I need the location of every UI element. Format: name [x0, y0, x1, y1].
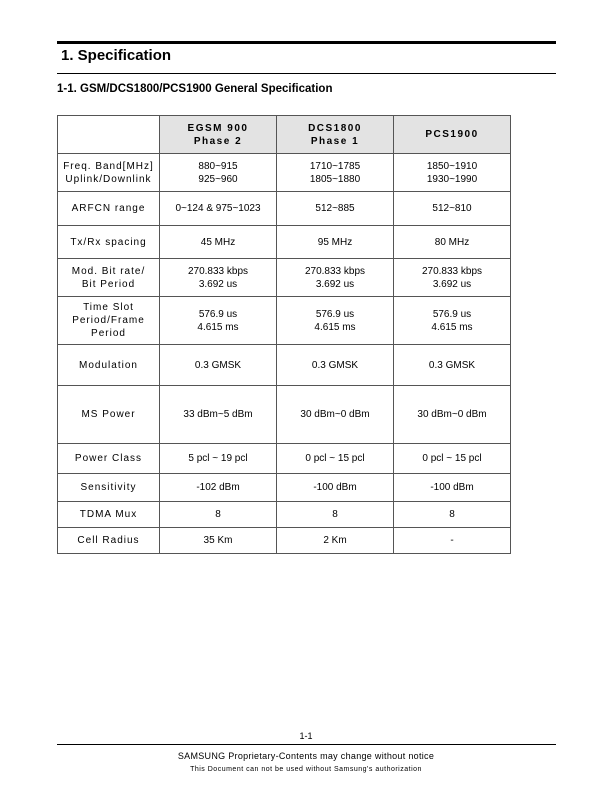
table-row [58, 474, 511, 502]
cell-value: 0.3 GMSK [394, 345, 511, 386]
cell-value: 35 Km [160, 528, 277, 554]
cell-value: 2 Km [277, 528, 394, 554]
cell-value: 95 MHz [277, 226, 394, 259]
cell-value: 270.833 kbps 3.692 us [394, 259, 511, 297]
section-title: 1. Specification [61, 47, 172, 64]
cell-value: - [394, 528, 511, 554]
table-row [58, 259, 511, 297]
row-label: Time Slot Period/Frame Period [58, 297, 160, 345]
page-number: 1-1 [299, 731, 313, 741]
cell-value: 0 pcl ~ 15 pcl [277, 444, 394, 474]
table-row [58, 528, 511, 554]
header-dcs1800: DCS1800 Phase 1 [277, 116, 394, 154]
cell-value: -102 dBm [160, 474, 277, 502]
cell-value: 1710~1785 1805~1880 [277, 154, 394, 192]
cell-value: -100 dBm [394, 474, 511, 502]
table-row [58, 386, 511, 444]
cell-value: 0 pcl ~ 15 pcl [394, 444, 511, 474]
table-row [58, 154, 511, 192]
row-label: Power Class [58, 444, 160, 474]
row-label: MS Power [58, 386, 160, 444]
table-row [58, 444, 511, 474]
row-label: Tx/Rx spacing [58, 226, 160, 259]
header-corner [58, 116, 160, 154]
table-row [58, 297, 511, 345]
cell-value: 33 dBm~5 dBm [160, 386, 277, 444]
cell-value: 45 MHz [160, 226, 277, 259]
header-row [58, 116, 511, 154]
cell-value: 576.9 us 4.615 ms [277, 297, 394, 345]
row-label: TDMA Mux [58, 502, 160, 528]
cell-value: 8 [160, 502, 277, 528]
header-egsm900: EGSM 900 Phase 2 [160, 116, 277, 154]
cell-value: -100 dBm [277, 474, 394, 502]
header-pcs1900: PCS1900 [394, 116, 511, 154]
spec-table [57, 115, 511, 554]
table-row [58, 226, 511, 259]
table-row [58, 345, 511, 386]
row-label: Freq. Band[MHz] Uplink/Downlink [58, 154, 160, 192]
row-label: Sensitivity [58, 474, 160, 502]
row-label: Mod. Bit rate/ Bit Period [58, 259, 160, 297]
cell-value: 512~885 [277, 192, 394, 226]
cell-value: 0.3 GMSK [160, 345, 277, 386]
cell-value: 8 [277, 502, 394, 528]
cell-value: 1850~1910 1930~1990 [394, 154, 511, 192]
row-label: Modulation [58, 345, 160, 386]
cell-value: 0~124 & 975~1023 [160, 192, 277, 226]
cell-value: 80 MHz [394, 226, 511, 259]
row-label: Cell Radius [58, 528, 160, 554]
cell-value: 30 dBm~0 dBm [277, 386, 394, 444]
subsection-title: 1-1. GSM/DCS1800/PCS1900 General Specification [57, 83, 333, 95]
footer-authorization: This Document can not be used without Samsung's authorization [190, 766, 422, 773]
row-label: ARFCN range [58, 192, 160, 226]
cell-value: 8 [394, 502, 511, 528]
cell-value: 270.833 kbps 3.692 us [277, 259, 394, 297]
cell-value: 270.833 kbps 3.692 us [160, 259, 277, 297]
cell-value: 576.9 us 4.615 ms [160, 297, 277, 345]
top-rule [57, 41, 556, 44]
table-row [58, 502, 511, 528]
cell-value: 880~915 925~960 [160, 154, 277, 192]
cell-value: 30 dBm~0 dBm [394, 386, 511, 444]
cell-value: 0.3 GMSK [277, 345, 394, 386]
cell-value: 5 pcl ~ 19 pcl [160, 444, 277, 474]
cell-value: 512~810 [394, 192, 511, 226]
table-row [58, 192, 511, 226]
cell-value: 576.9 us 4.615 ms [394, 297, 511, 345]
footer-rule [57, 744, 556, 745]
section-rule [57, 73, 556, 74]
footer-notice: SAMSUNG Proprietary-Contents may change without notice [177, 751, 435, 761]
